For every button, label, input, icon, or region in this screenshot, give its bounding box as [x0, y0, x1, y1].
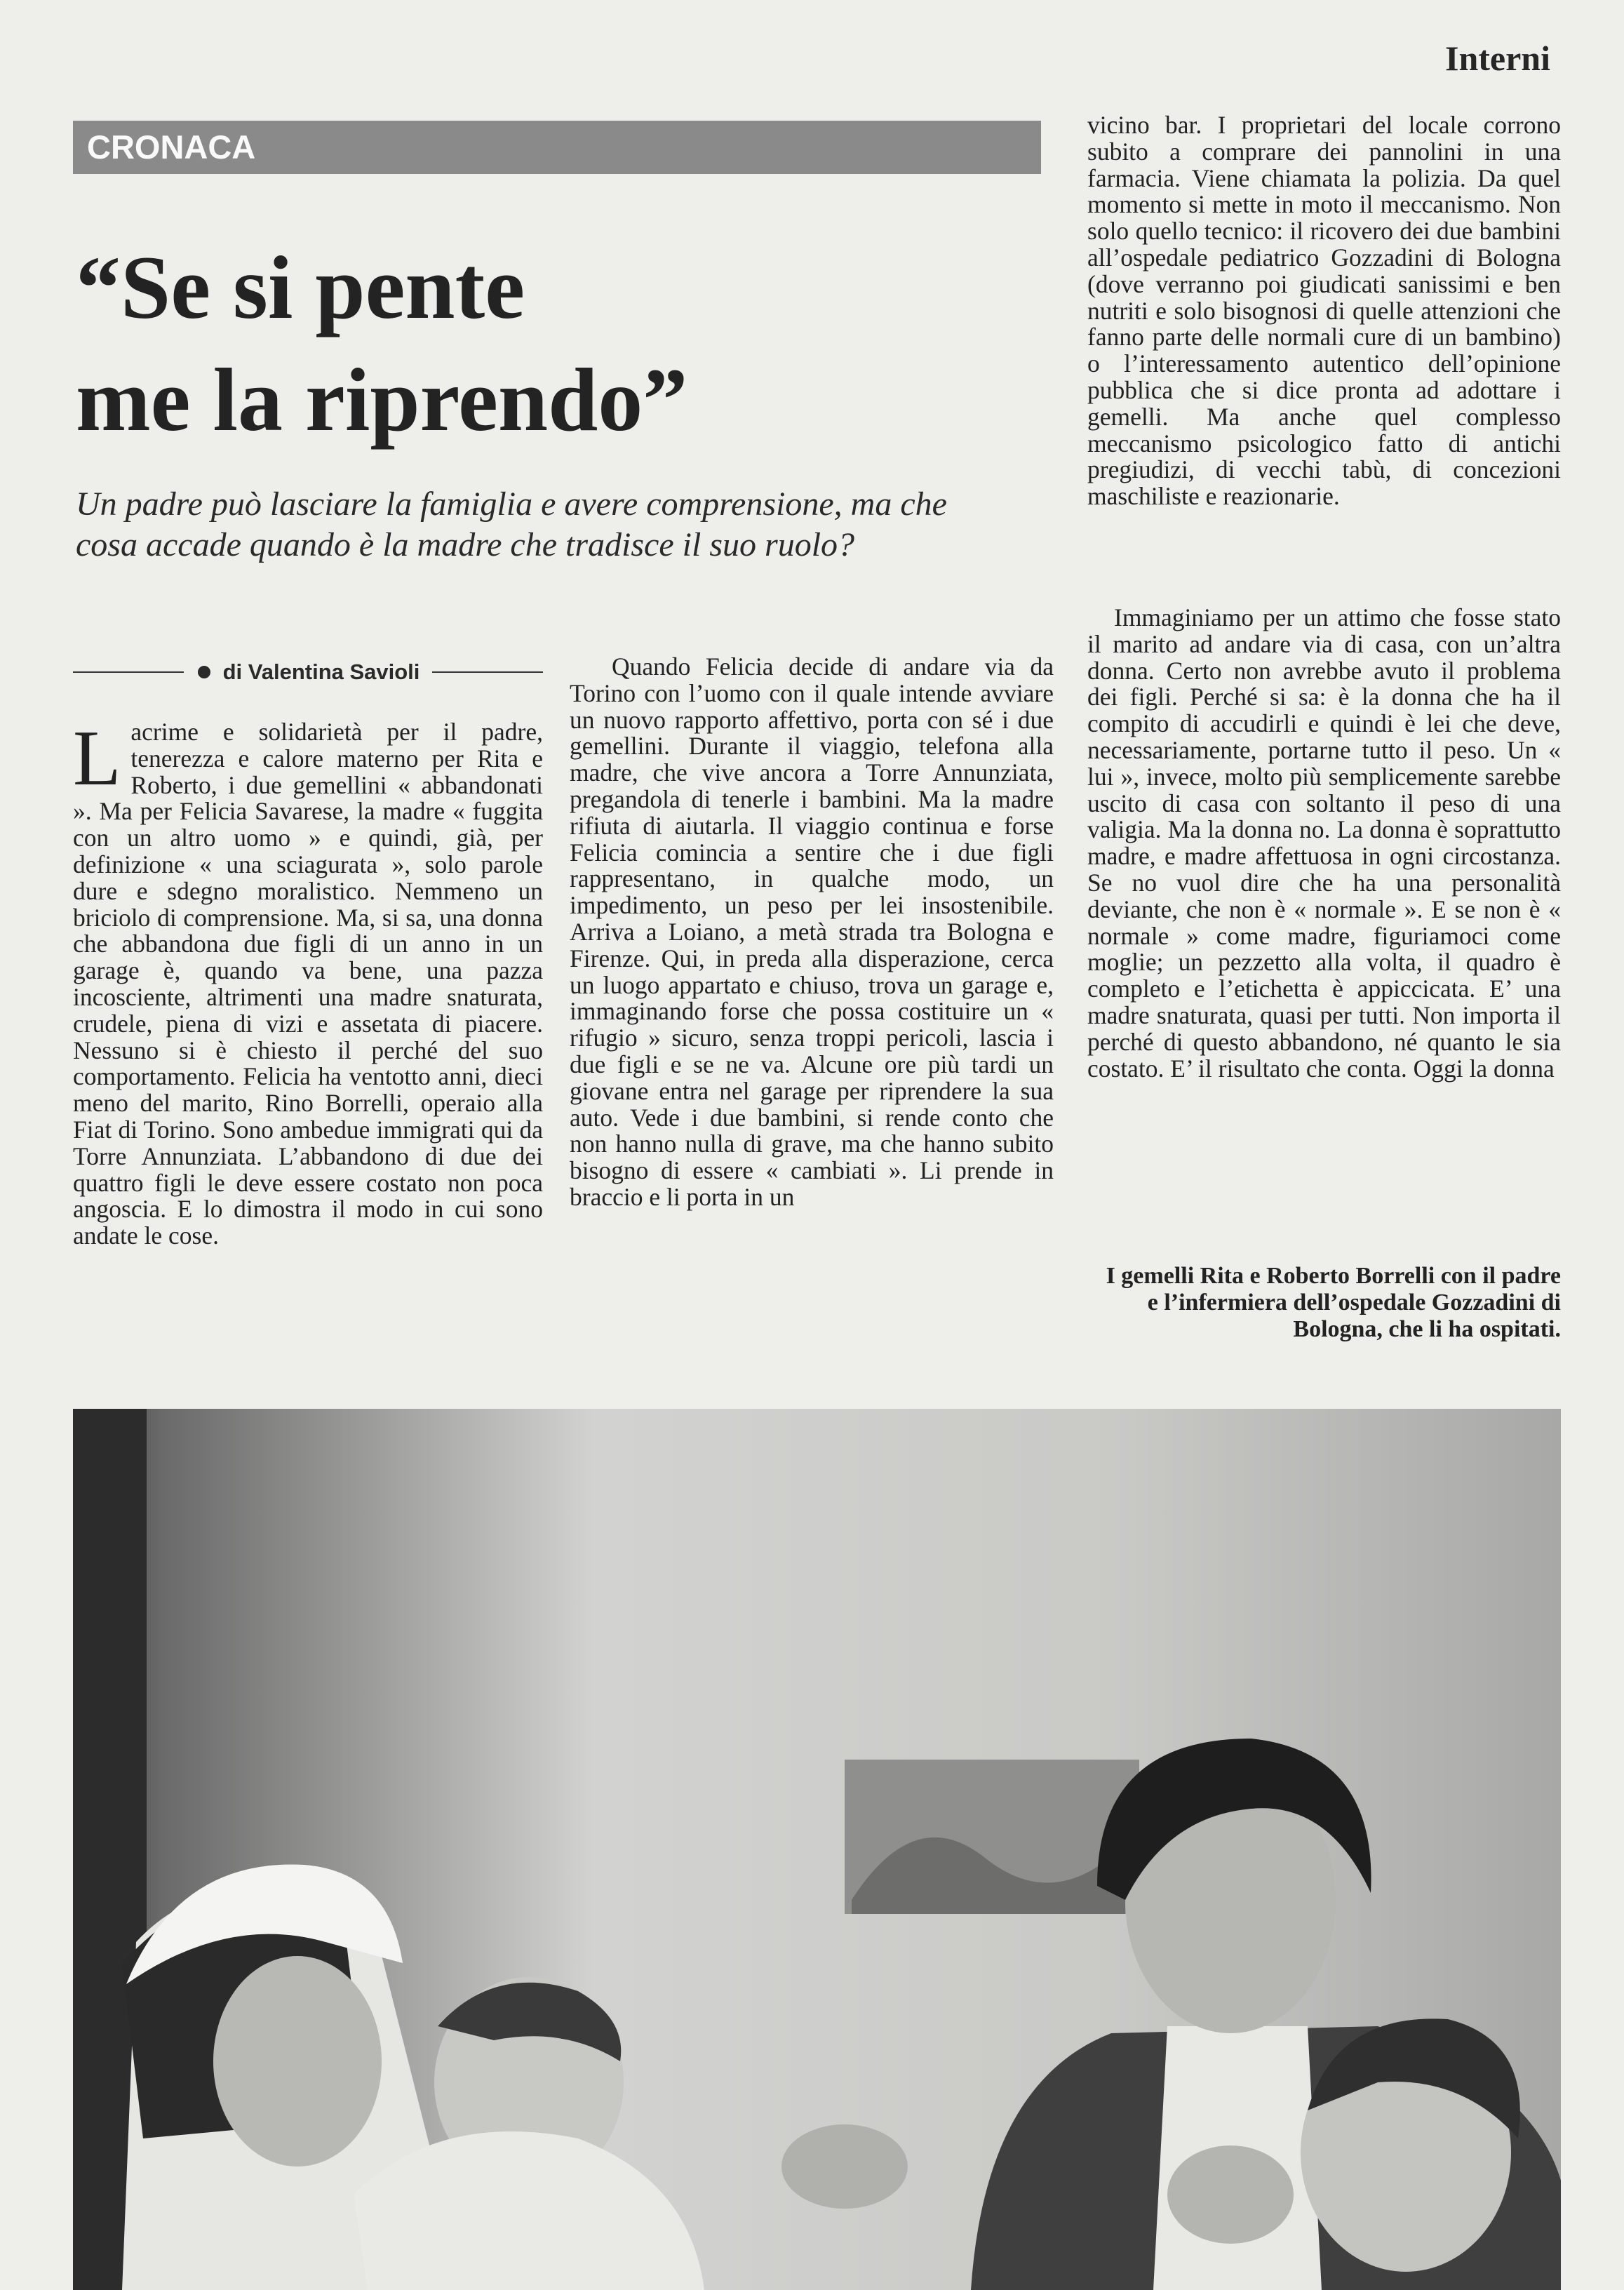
byline	[73, 656, 543, 688]
photo-illustration	[73, 1409, 1561, 2290]
subtitle: Un padre può lasciare la famiglia e avere comprensione, ma che cosa accade quando è la madre che tradisce il suo ruolo?	[76, 486, 947, 563]
news-photo	[73, 1409, 1561, 2290]
byline-rule-right	[432, 671, 543, 673]
photo-caption: I gemelli Rita e Roberto Borrelli con il padre e l’infermiera dell’ospedale Gozzadini di Bologna, che li ha ospitati.	[1106, 1263, 1561, 1342]
article-column-2: Quando Felicia decide di andare via da Torino con l’uomo con il quale intende avviare un nuovo rapporto affettivo, porta con sé i due gemellini. Durante il viaggio, telefona alla madre, che vive ancora a Torre Annunziata, pregandola di tenerle i bambini. Ma la madre rifiuta di aiutarla. Il viaggio continua e forse Felicia comincia a sentire che i due figli rappresentano, in qualche modo, un impedimento, un peso per lei insostenibile. Arriva a Loiano, a metà strada tra Bologna e Firenze. Qui, in preda alla disperazione, cerca un luogo appartato e chiuso, trova un garage e, immaginando forse che possa costituire un « rifugio » sicuro, senza troppi pericoli, lascia i due figli e se ne va. Alcune ore più tardi un giovane entra nel garage per riprendere la sua auto. Vede i due bambini, si rende conto che non hanno nulla di grave, ma che hanno subito bisogno di essere « cambiati ». Li prende in braccio e li porta in un	[570, 652, 1054, 1211]
headline	[76, 232, 1044, 456]
article-column-3-top: vicino bar. I proprietari del locale corrono subito a comprare dei pannolini in una farmacia. Viene chiamata la polizia. Da quel momento si mette in moto il meccanismo. Non solo quello tecnico: il ricovero dei due bambini all’ospedale pediatrico Gozzadini di Bologna (dove verranno poi giudicati sanissimi e ben nutriti e solo bisognosi di quelle attenzioni che fanno parte delle normali cure di un bambino) o l’interessamento autentico dell’opinione pubblica che si dice pronta ad adottare i gemelli. Ma anche quel complesso meccanismo psicologico fatto di antichi pregiudizi, di vecchi tabù, di concezioni maschiliste e reazionarie.	[1087, 111, 1561, 511]
rubric-banner: CRONACA	[73, 121, 1041, 174]
article-column-1-text: acrime e solidarietà per il padre, tenerezza e calore materno per Rita e Roberto, i due gemellini « abbandonati ». Ma per Felicia Savarese, la madre « fuggita con un altro uomo » e quindi, già, per definizione « una sciagurata », solo parole dure e sdegno moralistico. Nemmeno un briciolo di comprensione. Ma, si sa, una donna che abbandona due figli di un anno in un garage è, quando va bene, una pazza incosciente, altrimenti una madre snaturata, crudele, piena di vizi e assetata di piacere. Nessuno si è chiesto il perché del suo comportamento. Felicia ha ventotto anni, dieci meno del marito, Rino Borrelli, operaio alla Fiat di Torino. Sono ambedue immigrati qui da Torre Annunziata. L’abbandono di due dei quattro figli le deve essere costato non poca angoscia. E lo dimostra il modo in cui sono andate le cose.	[73, 718, 543, 1250]
byline-rule-left	[73, 671, 184, 673]
headline-line-1: “Se si pente	[76, 238, 525, 337]
article-column-3-paragraph: Immaginiamo per un attimo che fosse stato il marito ad andare via di casa, con un’altra donna. Certo non avrebbe avuto il problema dei figli. Perché si sa: è la donna che ha il compito di accudirli e quindi è lei che deve, necessariamente, portarne tutto il peso. Un « lui », invece, molto più semplicemente sarebbe uscito di casa con soltanto il peso di una valigia. Ma la donna no. La donna è soprattutto madre, e madre affettuosa in ogni circostanza. Se no vuol dire che ha una personalità deviante, che non è « normale ». E se non è « normale » come madre, figuriamoci come moglie; un pezzetto alla volta, il quadro è completo e l’etichetta è appiccicata. E’ una madre snaturata, quasi per tutti. Non importa il perché di questo abbandono, né quanto le sia costato. E’ il risultato che conta. Oggi la donna	[1087, 603, 1561, 1083]
section-label: Interni	[1445, 39, 1550, 78]
article-column-1	[73, 715, 543, 1250]
headline-line-2: me la riprendo”	[76, 350, 688, 450]
drop-cap: L	[73, 715, 121, 802]
bullet-icon	[198, 666, 210, 678]
author-name: di Valentina Savioli	[222, 659, 420, 684]
